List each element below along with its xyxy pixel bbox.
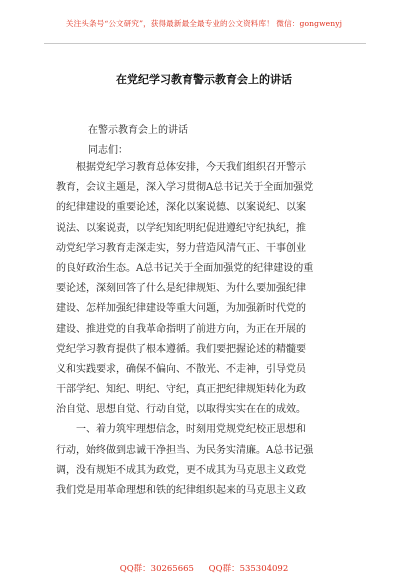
body-line: 治自觉、思想自觉、行动自觉，以取得实实在在的成效。 <box>56 404 306 416</box>
body-line: 一、着力筑牢理想信念，时刻用党规党纪校正思想和 <box>56 424 306 436</box>
body-line: 动党纪学习教育走深走实，努力营造风清气正、干事创业 <box>56 242 306 254</box>
body-line: 行动，始终做到忠诚干净担当、为民务实清廉。A总书记强 <box>56 444 314 456</box>
body-line: 我们党是用革命理想和铁的纪律组织起来的马克思主义政 <box>56 485 306 496</box>
body-line: 义和实践要求，确保不偏向、不散光、不走神，引导党员 <box>56 363 306 375</box>
body-line: 教育，会议主题是，深入学习贯彻A总书记关于全面加强党 <box>56 182 314 194</box>
header-divider <box>44 43 366 44</box>
body-line: 建设、怎样加强纪律建设等重大问题，为加强新时代党的 <box>56 303 306 315</box>
body-text <box>56 158 356 501</box>
greeting: 同志们： <box>88 145 128 156</box>
body-line: 根据党纪学习教育总体安排，今天我们组织召开警示 <box>56 162 306 173</box>
document-title: 在党纪学习教育警示教育会上的讲话 <box>116 73 292 86</box>
body-line: 建设、推进党的自我革命指明了前进方向，为正在开展的 <box>56 323 306 335</box>
body-line: 党纪学习教育提供了根本遵循。我们要把握论述的精髓要 <box>56 343 306 355</box>
body-line: 调，没有规矩不成其为政党，更不成其为马克思主义政党 <box>56 464 306 476</box>
footer-qq-group-2: QQ群：535304092 <box>208 564 289 574</box>
body-line: 干部学纪、知纪、明纪、守纪，真正把纪律规矩转化为政 <box>56 384 306 396</box>
document-subtitle: 在警示教育会上的讲话 <box>88 125 188 136</box>
body-line: 说法、以案说责，以学纪知纪明纪促进遵纪守纪执纪，推 <box>56 222 306 234</box>
footer <box>0 562 408 574</box>
body-line: 要论述，深刻回答了什么是纪律规矩、为什么要加强纪律 <box>56 283 306 295</box>
body-line: 的纪律建设的重要论述，深化以案说德、以案说纪、以案 <box>56 202 306 214</box>
footer-qq-group-1: QQ群：30265665 <box>119 564 194 574</box>
header-banner: 关注头条号“公文研究”，获得最新最全最专业的公文资料库！ 微信：gongwenyj <box>65 19 343 28</box>
body-line: 的良好政治生态。A总书记关于全面加强党的纪律建设的重 <box>56 262 314 274</box>
